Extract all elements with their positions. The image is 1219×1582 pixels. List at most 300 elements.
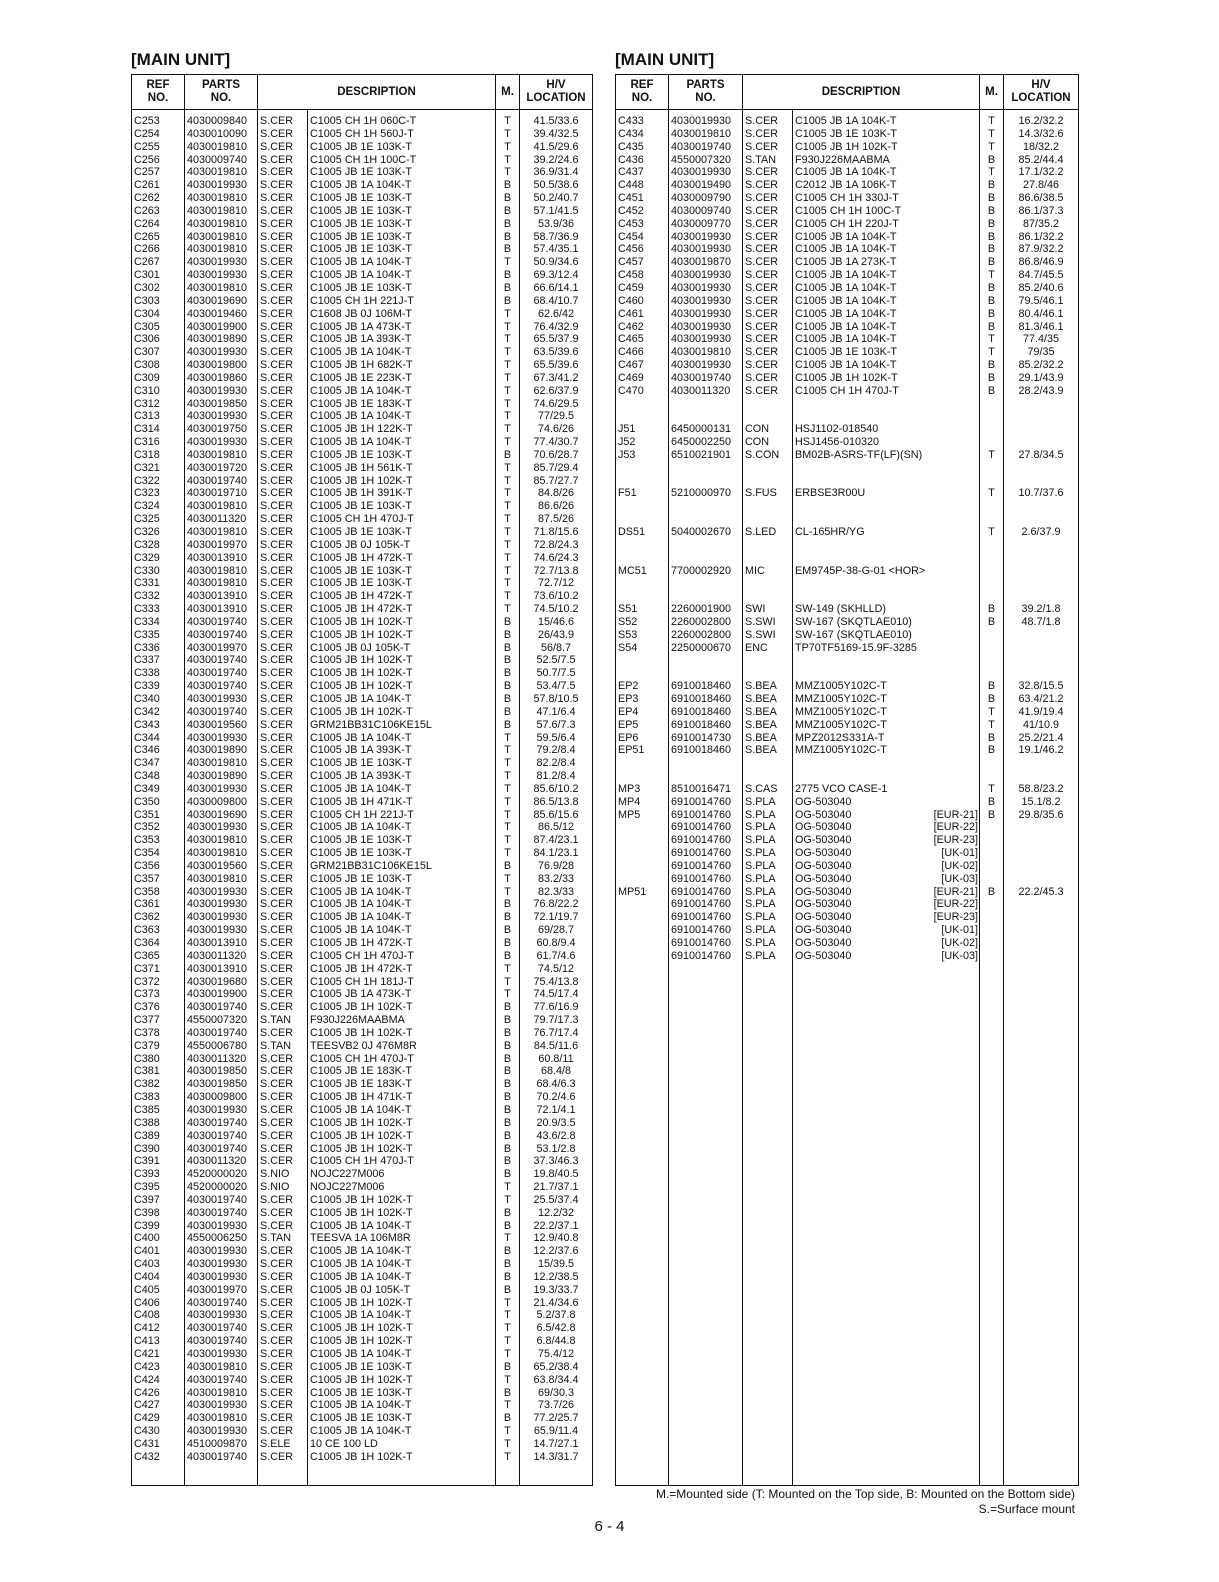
description-cell	[793, 706, 980, 719]
description-cell	[308, 282, 496, 295]
table-row	[132, 1361, 593, 1374]
location-cell: 86.6/38.5	[1004, 192, 1079, 205]
table-row	[616, 128, 1079, 141]
location-cell: 57.4/35.1	[520, 243, 593, 256]
ref-no-cell: C408	[132, 1309, 185, 1322]
location-cell: 62.6/42	[520, 308, 593, 321]
description-cell	[793, 269, 980, 282]
type-cell: S.CER	[258, 179, 308, 192]
type-cell: S.CER	[258, 308, 308, 321]
type-cell	[743, 654, 793, 667]
parts-no-cell: 4030019870	[669, 256, 743, 269]
type-cell: S.CER	[258, 110, 308, 128]
version-tag: [EUR-22]	[933, 898, 978, 911]
table-row	[616, 680, 1079, 693]
mounted-side-cell: T	[496, 462, 520, 475]
ref-no-cell: C378	[132, 1027, 185, 1040]
location-cell: 17.1/32.2	[1004, 166, 1079, 179]
location-cell: 29.8/35.6	[1004, 809, 1079, 822]
mounted-side-cell: T	[496, 1399, 520, 1412]
location-cell: 72.7/12	[520, 577, 593, 590]
mounted-side-cell: B	[496, 1078, 520, 1091]
description-cell	[308, 1245, 496, 1258]
description-cell	[793, 770, 980, 783]
type-cell: S.CER	[258, 616, 308, 629]
mounted-side-cell	[980, 475, 1004, 488]
table-row	[132, 1387, 593, 1400]
location-cell: 69/30.3	[520, 1387, 593, 1400]
ref-header-text: REF NO.	[146, 79, 170, 104]
location-cell: 63.5/39.6	[520, 346, 593, 359]
version-tag: [UK-03]	[941, 872, 978, 885]
description-cell	[308, 500, 496, 513]
description-text: C1005 JB 1H 102K-T	[310, 474, 413, 487]
ref-no-cell: C469	[616, 372, 669, 385]
description-text: MMZ1005Y102C-T	[795, 718, 887, 731]
mounted-side-cell: B	[980, 231, 1004, 244]
location-cell: 80.4/46.1	[1004, 308, 1079, 321]
ref-no-cell: C363	[132, 924, 185, 937]
parts-no-cell: 4030019740	[185, 475, 258, 488]
type-cell: S.CER	[258, 295, 308, 308]
table-row	[616, 873, 1079, 886]
table-row	[616, 950, 1079, 963]
mounted-side-cell: T	[980, 128, 1004, 141]
parts-no-cell: 4030013910	[185, 603, 258, 616]
description-text: C1005 JB 1E 103K-T	[310, 140, 413, 153]
mounted-side-cell: T	[980, 346, 1004, 359]
description-text: OG-503040	[795, 911, 852, 924]
type-cell: S.CER	[258, 898, 308, 911]
parts-no-cell: 4030019930	[185, 1348, 258, 1361]
description-cell	[308, 423, 496, 436]
ref-no-cell: C347	[132, 757, 185, 770]
ref-no-cell	[616, 577, 669, 590]
description-cell	[793, 873, 980, 886]
description-text: C1005 JB 1A 104K-T	[795, 230, 897, 243]
ref-no-cell: C412	[132, 1322, 185, 1335]
mounted-side-cell: B	[980, 744, 1004, 757]
ref-no-cell: C264	[132, 218, 185, 231]
type-cell: S.CER	[743, 218, 793, 231]
table-row	[616, 924, 1079, 937]
location-cell: 12.9/40.8	[520, 1232, 593, 1245]
parts-no-cell: 4030019930	[185, 256, 258, 269]
ref-no-cell	[616, 398, 669, 411]
location-cell: 70.2/4.6	[520, 1091, 593, 1104]
table-row	[132, 963, 593, 976]
description-text: C1005 JB 1E 103K-T	[310, 281, 413, 294]
type-cell	[743, 513, 793, 526]
description-text: C1005 JB 1A 104K-T	[310, 1399, 412, 1412]
parts-no-cell: 6510021901	[669, 449, 743, 462]
description-text: MPZ2012S331A-T	[795, 731, 885, 744]
table-row	[132, 616, 593, 629]
mounted-side-cell: B	[980, 616, 1004, 629]
mounted-side-cell: T	[496, 603, 520, 616]
location-cell	[1004, 423, 1079, 436]
type-cell	[743, 770, 793, 783]
parts-no-cell: 4030019890	[185, 333, 258, 346]
description-text: C1005 JB 1H 472K-T	[310, 590, 413, 603]
location-cell: 18/32.2	[1004, 141, 1079, 154]
table-row	[132, 770, 593, 783]
filler-cell	[980, 963, 1004, 1486]
ref-no-cell: C398	[132, 1207, 185, 1220]
parts-no-cell: 4030019930	[185, 1399, 258, 1412]
parts-no-cell: 4030019810	[185, 577, 258, 590]
location-cell	[1004, 436, 1079, 449]
description-text: C1005 JB 1E 223K-T	[310, 371, 413, 384]
location-cell: 39.2/24.6	[520, 154, 593, 167]
mounted-side-cell: T	[496, 565, 520, 578]
table-row	[132, 1271, 593, 1284]
table-row	[616, 385, 1079, 398]
location-cell: 68.4/8	[520, 1065, 593, 1078]
type-cell: S.CER	[258, 1207, 308, 1220]
ref-no-cell: C255	[132, 141, 185, 154]
type-cell: S.CER	[258, 1143, 308, 1156]
description-text: C1005 CH 1H 181J-T	[310, 975, 414, 988]
description-text: C1005 JB 1E 183K-T	[310, 397, 413, 410]
mounted-side-cell: B	[496, 1143, 520, 1156]
location-cell: 57.1/41.5	[520, 205, 593, 218]
table-row	[616, 231, 1079, 244]
loc-header-text: H/V LOCATION	[526, 79, 586, 104]
ref-no-cell: C458	[616, 269, 669, 282]
parts-no-cell: 4030019850	[185, 1078, 258, 1091]
mounted-side-cell: B	[496, 1271, 520, 1284]
parts-no-cell: 4030019930	[185, 783, 258, 796]
table-row	[132, 449, 593, 462]
description-text: C1005 JB 1H 102K-T	[310, 667, 413, 680]
parts-no-cell: 4030019460	[185, 308, 258, 321]
mounted-side-cell	[980, 398, 1004, 411]
type-cell: S.NIO	[258, 1168, 308, 1181]
table-row	[132, 205, 593, 218]
table-body-left	[132, 110, 593, 1486]
description-text: C1005 JB 1H 102K-T	[310, 1335, 413, 1348]
parts-no-cell: 6910014760	[669, 809, 743, 822]
description-text: NOJC227M006	[310, 1181, 385, 1194]
location-cell: 76.7/17.4	[520, 1027, 593, 1040]
table-row	[132, 231, 593, 244]
parts-no-cell: 4030011320	[185, 950, 258, 963]
description-cell	[793, 359, 980, 372]
ref-no-cell: C309	[132, 372, 185, 385]
description-cell	[308, 1155, 496, 1168]
description-text: MMZ1005Y102C-T	[795, 744, 887, 757]
location-cell: 85.6/15.6	[520, 809, 593, 822]
parts-no-cell: 4030019810	[185, 218, 258, 231]
description-text: C1005 JB 1A 473K-T	[310, 320, 412, 333]
mounted-side-cell: T	[496, 796, 520, 809]
table-row	[616, 475, 1079, 488]
parts-no-cell	[669, 577, 743, 590]
type-cell: S.CER	[258, 398, 308, 411]
description-text: C1005 JB 1E 103K-T	[310, 834, 413, 847]
location-cell: 27.8/46	[1004, 179, 1079, 192]
description-cell	[308, 667, 496, 680]
ref-no-cell: C314	[132, 423, 185, 436]
ref-no-cell	[616, 513, 669, 526]
parts-no-cell: 6910018460	[669, 744, 743, 757]
description-text: C1005 JB 1E 103K-T	[795, 127, 898, 140]
type-cell: S.CER	[258, 192, 308, 205]
table-row	[132, 487, 593, 500]
ref-no-cell: C457	[616, 256, 669, 269]
table-row	[132, 693, 593, 706]
location-cell: 60.8/9.4	[520, 937, 593, 950]
description-cell	[308, 757, 496, 770]
ref-no-cell: C302	[132, 282, 185, 295]
mounted-side-cell: T	[496, 1348, 520, 1361]
type-cell: S.LED	[743, 526, 793, 539]
ref-no-cell: C433	[616, 110, 669, 128]
location-cell	[1004, 667, 1079, 680]
table-row	[616, 141, 1079, 154]
description-text: C1005 JB 1A 104K-T	[795, 307, 897, 320]
description-cell	[308, 565, 496, 578]
table-row	[132, 166, 593, 179]
parts-no-cell: 4030011320	[185, 1053, 258, 1066]
description-text: C1005 JB 1A 104K-T	[310, 821, 412, 834]
location-cell	[1004, 539, 1079, 552]
type-cell: S.CER	[258, 449, 308, 462]
description-cell	[308, 732, 496, 745]
location-cell	[1004, 873, 1079, 886]
ref-no-cell: C321	[132, 462, 185, 475]
type-cell: S.PLA	[743, 847, 793, 860]
description-text: OG-503040	[795, 808, 852, 821]
ref-no-cell	[616, 924, 669, 937]
table-row	[132, 526, 593, 539]
ref-no-cell: C403	[132, 1258, 185, 1271]
desc-header-text: DESCRIPTION	[337, 85, 416, 98]
parts-no-cell: 6450002250	[669, 436, 743, 449]
description-text: C1005 JB 1E 183K-T	[310, 1078, 413, 1091]
mounted-side-cell: T	[496, 590, 520, 603]
ref-no-cell: C357	[132, 873, 185, 886]
ref-no-cell: C373	[132, 988, 185, 1001]
location-cell: 12.2/32	[520, 1207, 593, 1220]
ref-no-cell: C465	[616, 333, 669, 346]
description-cell	[793, 834, 980, 847]
type-cell: S.PLA	[743, 834, 793, 847]
type-cell: S.CER	[743, 256, 793, 269]
description-text: C1005 JB 1A 104K-T	[310, 924, 412, 937]
ref-no-cell: C459	[616, 282, 669, 295]
description-text: SW-167 (SKQTLAE010)	[795, 615, 912, 628]
table-row	[132, 1309, 593, 1322]
table-row	[132, 1258, 593, 1271]
table-row	[616, 821, 1079, 834]
table-row	[132, 757, 593, 770]
ref-no-cell: C453	[616, 218, 669, 231]
type-cell: S.CER	[258, 487, 308, 500]
location-cell	[1004, 860, 1079, 873]
parts-no-cell: 4030019810	[185, 834, 258, 847]
table-row	[132, 577, 593, 590]
ref-no-cell: C365	[132, 950, 185, 963]
description-cell	[308, 873, 496, 886]
parts-no-cell: 4030019810	[185, 1412, 258, 1425]
description-cell	[793, 911, 980, 924]
ref-no-cell: C261	[132, 179, 185, 192]
table-row	[616, 552, 1079, 565]
filler-cell	[1004, 963, 1079, 1486]
mounted-side-cell: T	[496, 1451, 520, 1464]
description-cell	[308, 205, 496, 218]
parts-no-cell: 4030019750	[185, 423, 258, 436]
table-row	[132, 359, 593, 372]
table-row	[132, 1399, 593, 1412]
description-cell	[793, 243, 980, 256]
mounted-side-cell: B	[496, 1207, 520, 1220]
ref-no-cell: C413	[132, 1335, 185, 1348]
description-text: C1005 JB 1A 273K-T	[795, 256, 897, 269]
type-cell: S.CER	[743, 243, 793, 256]
table-row	[616, 423, 1079, 436]
type-cell: S.CER	[258, 1194, 308, 1207]
parts-no-cell: 4030019930	[185, 693, 258, 706]
description-text: C1005 JB 1E 103K-T	[795, 346, 898, 359]
description-text: SW-149 (SKHLLD)	[795, 603, 887, 616]
description-cell	[793, 218, 980, 231]
mounted-side-cell: B	[496, 1065, 520, 1078]
mounted-side-cell: T	[496, 398, 520, 411]
description-text: C1005 JB 1A 104K-T	[310, 782, 412, 795]
parts-no-cell: 6910018460	[669, 706, 743, 719]
mounted-side-cell	[980, 873, 1004, 886]
location-cell: 86.5/13.8	[520, 796, 593, 809]
version-tag: [EUR-23]	[933, 911, 978, 924]
description-text: C1005 JB 1A 104K-T	[310, 410, 412, 423]
ref-no-cell: C437	[616, 166, 669, 179]
description-text: C1005 CH 1H 470J-T	[310, 949, 414, 962]
description-text: NOJC227M006	[310, 1168, 385, 1181]
description-text: TEESVB2 0J 476M8R	[310, 1039, 417, 1052]
ref-no-cell	[616, 462, 669, 475]
table-row	[616, 757, 1079, 770]
page-number	[0, 1518, 1219, 1535]
description-cell	[793, 205, 980, 218]
parts-no-cell: 4030019810	[669, 128, 743, 141]
description-text: C1005 JB 0J 105K-T	[310, 1283, 411, 1296]
type-cell	[743, 500, 793, 513]
mounted-side-cell: B	[496, 667, 520, 680]
type-cell: S.CER	[258, 603, 308, 616]
location-cell: 14.3/31.7	[520, 1451, 593, 1464]
ref-no-cell: C318	[132, 449, 185, 462]
location-cell: 12.2/37.6	[520, 1245, 593, 1258]
location-cell: 53.4/7.5	[520, 680, 593, 693]
mounted-side-cell: B	[496, 642, 520, 655]
location-cell	[1004, 475, 1079, 488]
description-cell	[793, 847, 980, 860]
description-cell	[793, 410, 980, 423]
description-text: C1005 JB 1H 102K-T	[310, 1206, 413, 1219]
description-cell	[308, 1130, 496, 1143]
table-row	[616, 886, 1079, 899]
ref-no-cell: EP4	[616, 706, 669, 719]
filler-cell	[743, 963, 793, 1486]
table-row	[132, 821, 593, 834]
ref-no-cell: C257	[132, 166, 185, 179]
ref-no-cell: EP6	[616, 732, 669, 745]
location-cell: 50.5/38.6	[520, 179, 593, 192]
parts-no-cell: 4030019930	[669, 166, 743, 179]
location-cell: 61.7/4.6	[520, 950, 593, 963]
location-cell: 70.6/28.7	[520, 449, 593, 462]
location-cell: 16.2/32.2	[1004, 110, 1079, 128]
location-cell: 81.3/46.1	[1004, 321, 1079, 334]
ref-no-cell: MP4	[616, 796, 669, 809]
location-cell	[1004, 937, 1079, 950]
ref-no-cell: C358	[132, 886, 185, 899]
description-text: C1005 JB 1A 104K-T	[310, 384, 412, 397]
location-cell	[1004, 642, 1079, 655]
description-text: C1005 JB 1E 103K-T	[310, 1412, 413, 1425]
table-row	[132, 809, 593, 822]
description-text: C1005 JB 1H 471K-T	[310, 1091, 413, 1104]
location-cell: 22.2/45.3	[1004, 886, 1079, 899]
filler-cell	[258, 1464, 308, 1486]
type-cell: S.CER	[258, 693, 308, 706]
table-row	[132, 436, 593, 449]
parts-no-cell	[669, 770, 743, 783]
parts-no-cell: 6910014760	[669, 860, 743, 873]
table-row	[132, 243, 593, 256]
location-cell: 85.7/29.4	[520, 462, 593, 475]
description-cell	[308, 1065, 496, 1078]
location-cell	[1004, 898, 1079, 911]
mounted-side-cell: B	[496, 1258, 520, 1271]
parts-no-cell: 4030019930	[185, 410, 258, 423]
description-cell	[308, 1297, 496, 1310]
ref-no-cell	[616, 770, 669, 783]
mounted-side-cell: T	[496, 1425, 520, 1438]
description-text: C1005 JB 1E 103K-T	[310, 448, 413, 461]
mounted-side-cell: B	[496, 616, 520, 629]
description-text: C1005 JB 1A 104K-T	[310, 885, 412, 898]
description-cell	[308, 1014, 496, 1027]
type-cell: S.CER	[258, 924, 308, 937]
description-cell	[308, 1451, 496, 1464]
description-text: C1005 JB 1A 104K-T	[310, 1348, 412, 1360]
type-cell: S.CER	[743, 192, 793, 205]
parts-no-cell: 4030019810	[185, 449, 258, 462]
description-cell	[308, 462, 496, 475]
description-cell	[308, 770, 496, 783]
description-cell	[793, 436, 980, 449]
ref-no-cell: S51	[616, 603, 669, 616]
type-cell: S.CER	[258, 282, 308, 295]
parts-no-cell: 6910018460	[669, 693, 743, 706]
table-row	[132, 950, 593, 963]
mounted-side-cell: B	[980, 809, 1004, 822]
parts-no-cell: 6910014760	[669, 796, 743, 809]
table-row	[132, 732, 593, 745]
parts-no-cell: 4030019930	[185, 346, 258, 359]
description-text: C1005 CH 1H 470J-T	[310, 1155, 414, 1168]
type-cell: S.CER	[258, 680, 308, 693]
type-cell: S.CER	[258, 1258, 308, 1271]
ref-no-cell: C395	[132, 1181, 185, 1194]
type-cell	[743, 539, 793, 552]
parts-no-cell	[669, 552, 743, 565]
filler-cell	[308, 1464, 496, 1486]
